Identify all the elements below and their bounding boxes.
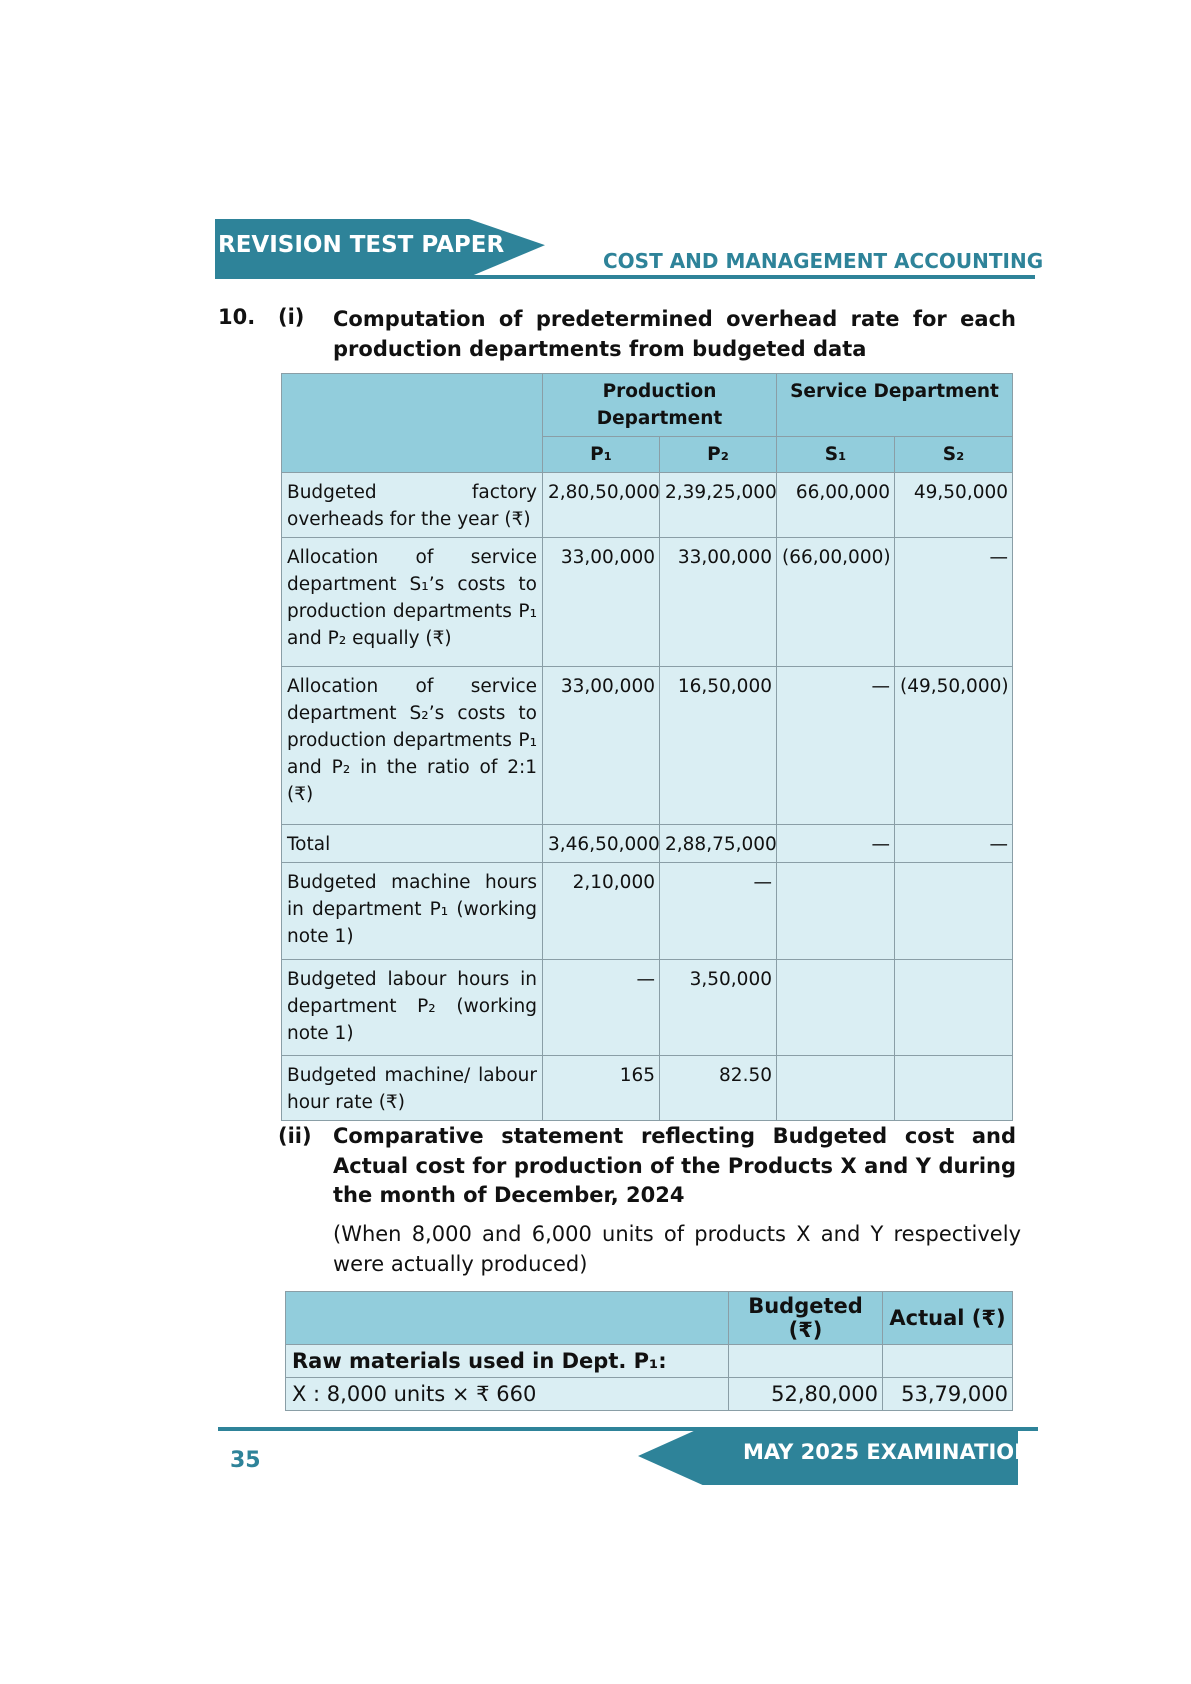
cell-value: (49,50,000) — [895, 667, 1013, 825]
cell-value: 82.50 — [660, 1056, 777, 1121]
overhead-rate-table — [281, 373, 1013, 1121]
cell-value — [895, 1056, 1013, 1121]
cell-value — [895, 863, 1013, 960]
group-header-service: Service Department — [777, 374, 1013, 437]
group-header-production: Production Department — [543, 374, 777, 437]
cell-value: 2,39,25,000 — [660, 473, 777, 538]
part-ii-title: Comparative statement reflecting Budgeted cost and Actual cost for production of the Products X and Y during the month of December, 2024 — [333, 1124, 1016, 1207]
table-corner-cell — [286, 1292, 729, 1345]
column-header-budgeted: Budgeted (₹) — [729, 1292, 883, 1345]
cell-value: 33,00,000 — [543, 538, 660, 667]
cell-value: 49,50,000 — [895, 473, 1013, 538]
cell-value: 2,10,000 — [543, 863, 660, 960]
header-divider — [215, 275, 1035, 279]
cell-value — [895, 960, 1013, 1056]
table-corner-cell — [282, 374, 543, 473]
cell-value — [777, 1056, 895, 1121]
cell-value: (66,00,000) — [777, 538, 895, 667]
cell-value: 52,80,000 — [729, 1378, 883, 1411]
cell-value — [777, 863, 895, 960]
column-header-p1: P₁ — [543, 437, 660, 473]
cell-value: — — [543, 960, 660, 1056]
column-header-actual: Actual (₹) — [883, 1292, 1013, 1345]
header-subject: COST AND MANAGEMENT ACCOUNTING — [603, 249, 1044, 273]
cell-value: 3,50,000 — [660, 960, 777, 1056]
column-header-s1: S₁ — [777, 437, 895, 473]
row-label: Allocation of service department S₁’s costs to production departments P₁ and P₂ equally (₹) — [282, 538, 543, 667]
page-number: 35 — [230, 1448, 261, 1473]
cell-value: 3,46,50,000 — [543, 825, 660, 863]
comparative-statement-table — [285, 1291, 1013, 1411]
table-row — [282, 825, 1013, 863]
table-row — [286, 1378, 1013, 1411]
part-i-label: (i) — [278, 305, 305, 329]
part-ii-note: (When 8,000 and 6,000 units of products X and Y respectively were actually produced) — [333, 1222, 1021, 1276]
column-header-s2: S₂ — [895, 437, 1013, 473]
cell-value: — — [895, 538, 1013, 667]
table-row — [282, 667, 1013, 825]
cell-value — [777, 960, 895, 1056]
table-row — [286, 1345, 1013, 1378]
question-number: 10. — [218, 305, 256, 329]
cell-value: — — [895, 825, 1013, 863]
row-label: Raw materials used in Dept. P₁: — [286, 1345, 729, 1378]
cell-value: 66,00,000 — [777, 473, 895, 538]
table-row — [282, 1056, 1013, 1121]
cell-value: 33,00,000 — [543, 667, 660, 825]
row-label: Budgeted factory overheads for the year (₹) — [282, 473, 543, 538]
row-label: Allocation of service department S₂’s costs to production departments P₁ and P₂ in the ratio of 2:1 (₹) — [282, 667, 543, 825]
table-row — [282, 863, 1013, 960]
row-label: Budgeted labour hours in department P₂ (working note 1) — [282, 960, 543, 1056]
part-ii-label: (ii) — [278, 1124, 312, 1148]
cell-value: 2,88,75,000 — [660, 825, 777, 863]
cell-value: — — [777, 825, 895, 863]
cell-value: 2,80,50,000 — [543, 473, 660, 538]
header-banner-title: REVISION TEST PAPER — [218, 232, 505, 258]
row-label: Budgeted machine hours in department P₁ (working note 1) — [282, 863, 543, 960]
footer-banner-title: MAY 2025 EXAMINATION — [743, 1440, 1032, 1464]
cell-value — [729, 1345, 883, 1378]
cell-value: — — [660, 863, 777, 960]
cell-value: 16,50,000 — [660, 667, 777, 825]
table-row — [282, 960, 1013, 1056]
row-label: X : 8,000 units × ₹ 660 — [286, 1378, 729, 1411]
column-header-p2: P₂ — [660, 437, 777, 473]
row-label: Total — [282, 825, 543, 863]
table-row — [282, 473, 1013, 538]
cell-value: 165 — [543, 1056, 660, 1121]
part-i-title: Computation of predetermined overhead rate for each production departments from budgeted data — [333, 307, 1016, 361]
table-row — [282, 538, 1013, 667]
cell-value: 33,00,000 — [660, 538, 777, 667]
cell-value: — — [777, 667, 895, 825]
cell-value: 53,79,000 — [883, 1378, 1013, 1411]
row-label: Budgeted machine/ labour hour rate (₹) — [282, 1056, 543, 1121]
cell-value — [883, 1345, 1013, 1378]
